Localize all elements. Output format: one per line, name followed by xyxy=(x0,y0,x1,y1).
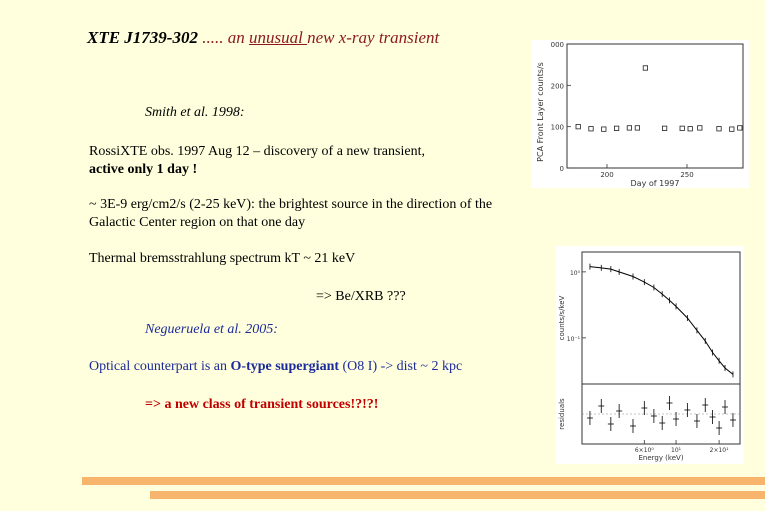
spectrum-xtick-label: 10¹ xyxy=(671,447,682,454)
lightcurve-xlabel: Day of 1997 xyxy=(630,179,680,188)
spectrum-xtick-label: 6×10⁰ xyxy=(634,447,654,454)
title-post: new x-ray transient xyxy=(307,28,440,47)
title-object-name: XTE J1739-302 xyxy=(87,28,198,47)
discovery-line: RossiXTE obs. 1997 Aug 12 – discovery of a new transient, xyxy=(89,144,425,159)
spectrum-xlabel: Energy (keV) xyxy=(638,454,684,462)
lightcurve-point xyxy=(635,126,639,130)
residuals-ylabel: residuals xyxy=(558,398,566,430)
residuals-frame xyxy=(582,384,740,444)
citation-negueruela: Negueruela et al. 2005: xyxy=(145,322,278,337)
lightcurve-point xyxy=(688,127,692,131)
optical-post: (O8 I) -> dist ~ 2 kpc xyxy=(339,359,463,374)
lightcurve-point xyxy=(614,126,618,130)
lightcurve-figure xyxy=(531,40,749,188)
lightcurve-point xyxy=(589,127,593,131)
spectrum-figure xyxy=(556,246,744,464)
citation-smith: Smith et al. 1998: xyxy=(145,105,245,120)
lightcurve-ylabel: PCA Front Layer counts/s xyxy=(536,62,545,162)
lightcurve-xtick-label: 200 xyxy=(600,171,614,179)
spectrum-xtick-label: 2×10¹ xyxy=(709,447,729,454)
title-pre: an xyxy=(227,28,249,47)
lightcurve-point xyxy=(627,126,631,130)
footer-bar-bottom xyxy=(150,491,765,499)
lightcurve-ytick-label: 000 xyxy=(550,41,564,49)
lightcurve-point xyxy=(576,124,580,128)
active-line: active only 1 day ! xyxy=(89,162,198,177)
optical-pre: Optical counterpart is an xyxy=(89,359,231,374)
optical-bold: O-type supergiant xyxy=(230,359,340,374)
spectrum-ylabel: counts/s/keV xyxy=(558,295,566,341)
lightcurve-point xyxy=(680,126,684,130)
title-dots: ..... xyxy=(197,28,228,47)
spectrum-chart xyxy=(556,246,744,464)
title-underlined: unusual xyxy=(248,28,308,47)
lightcurve-chart xyxy=(531,40,749,188)
spectrum-line: Thermal bremsstrahlung spectrum kT ~ 21 keV xyxy=(89,251,356,266)
flux-line-1: ~ 3E-9 erg/cm2/s (2-25 keV): the brightest source in the direction of the xyxy=(89,197,493,212)
lightcurve-point xyxy=(717,127,721,131)
spectrum-model-curve xyxy=(590,267,733,375)
lightcurve-ytick-label: 200 xyxy=(550,82,564,91)
lightcurve-point xyxy=(602,127,606,131)
lightcurve-frame xyxy=(567,44,743,168)
bexrb-line: => Be/XRB ??? xyxy=(316,289,406,304)
lightcurve-ytick-label: 0 xyxy=(559,165,564,173)
spectrum-ytick-label: 10⁰ xyxy=(569,269,580,277)
lightcurve-point xyxy=(662,126,666,130)
lightcurve-point xyxy=(730,127,734,131)
lightcurve-ytick-label: 100 xyxy=(550,123,564,132)
spectrum-ytick-label: 10⁻¹ xyxy=(566,335,580,343)
flux-line-2: Galactic Center region on that one day xyxy=(89,215,306,230)
conclusion-line: => a new class of transient sources!?!?! xyxy=(145,397,379,412)
slide-title xyxy=(87,28,439,48)
lightcurve-point xyxy=(698,126,702,130)
lightcurve-xtick-label: 250 xyxy=(680,171,694,179)
footer-bar-top xyxy=(82,477,765,485)
lightcurve-point xyxy=(738,126,742,130)
optical-line xyxy=(89,358,462,376)
spectrum-frame xyxy=(582,252,740,384)
lightcurve-point xyxy=(643,66,647,70)
